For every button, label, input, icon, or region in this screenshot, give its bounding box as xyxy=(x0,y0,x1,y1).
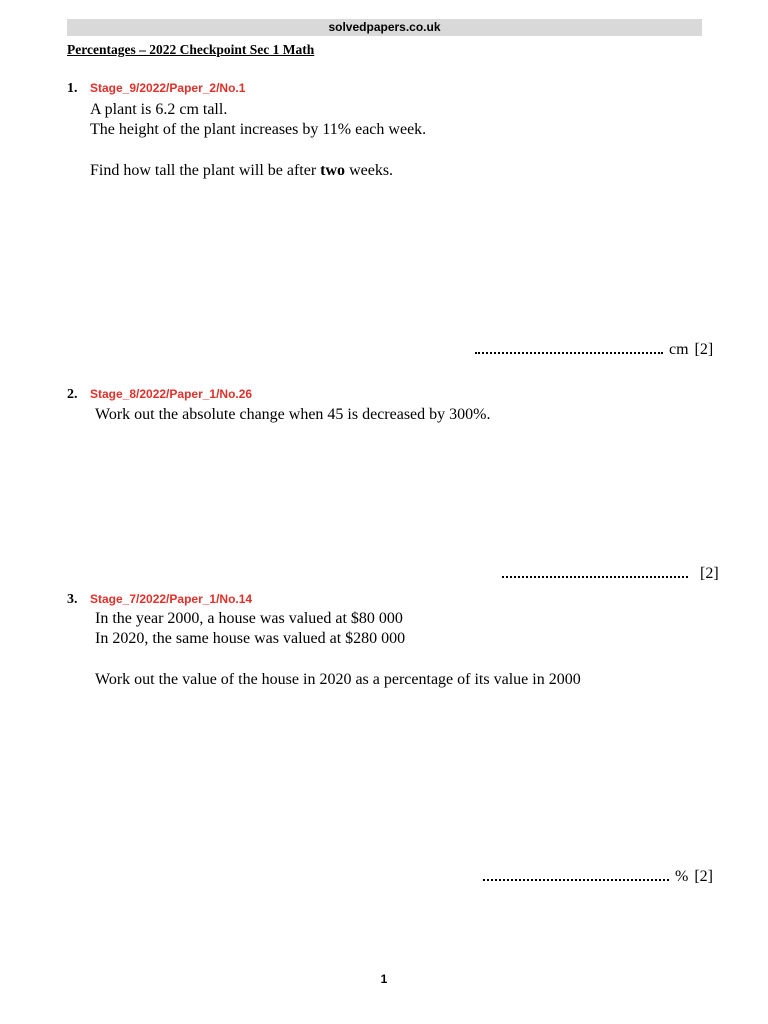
question-3-reference: Stage_7/2022/Paper_1/No.14 xyxy=(90,592,253,606)
question-3-prompt: Work out the value of the house in 2020 as a percentage of its value in 2000 xyxy=(95,671,581,688)
question-1-line-2: The height of the plant increases by 11% each week. xyxy=(90,121,427,138)
question-3-unit: % xyxy=(675,868,689,885)
question-1-number: 1. xyxy=(67,81,78,96)
header-bar xyxy=(67,19,702,36)
page-title: Percentages – 2022 Checkpoint Sec 1 Math xyxy=(67,42,315,57)
question-2-number: 2. xyxy=(67,387,78,402)
question-1-answer-line xyxy=(475,340,713,359)
question-2-reference: Stage_8/2022/Paper_1/No.26 xyxy=(90,387,253,401)
question-3-answer-line xyxy=(483,867,713,886)
question-1-line-1: A plant is 6.2 cm tall. xyxy=(90,101,228,118)
site-name: solvedpapers.co.uk xyxy=(328,20,441,34)
question-3-number: 3. xyxy=(67,592,78,607)
question-1-reference: Stage_9/2022/Paper_2/No.1 xyxy=(90,81,246,95)
question-3-line-2: In 2020, the same house was valued at $280 000 xyxy=(95,630,406,647)
question-2-marks: [2] xyxy=(700,565,719,582)
question-1-unit: cm xyxy=(669,341,689,358)
question-1-prompt-emphasis: two xyxy=(320,162,346,179)
question-1-prompt-end: weeks. xyxy=(345,162,394,179)
question-3-marks: [2] xyxy=(694,868,713,885)
question-1-prompt-start: Find how tall the plant will be after xyxy=(90,162,321,179)
question-2-answer-line xyxy=(502,564,719,583)
question-1-prompt xyxy=(90,161,393,181)
question-2-answer-field[interactable] xyxy=(502,564,688,578)
question-2-line-1: Work out the absolute change when 45 is decreased by 300%. xyxy=(95,406,491,423)
page-number: 1 xyxy=(380,972,388,986)
question-1-marks: [2] xyxy=(694,341,714,358)
question-3-line-1: In the year 2000, a house was valued at $80 000 xyxy=(95,610,403,627)
question-1-answer-field[interactable] xyxy=(475,340,663,354)
question-3-answer-field[interactable] xyxy=(483,867,669,881)
